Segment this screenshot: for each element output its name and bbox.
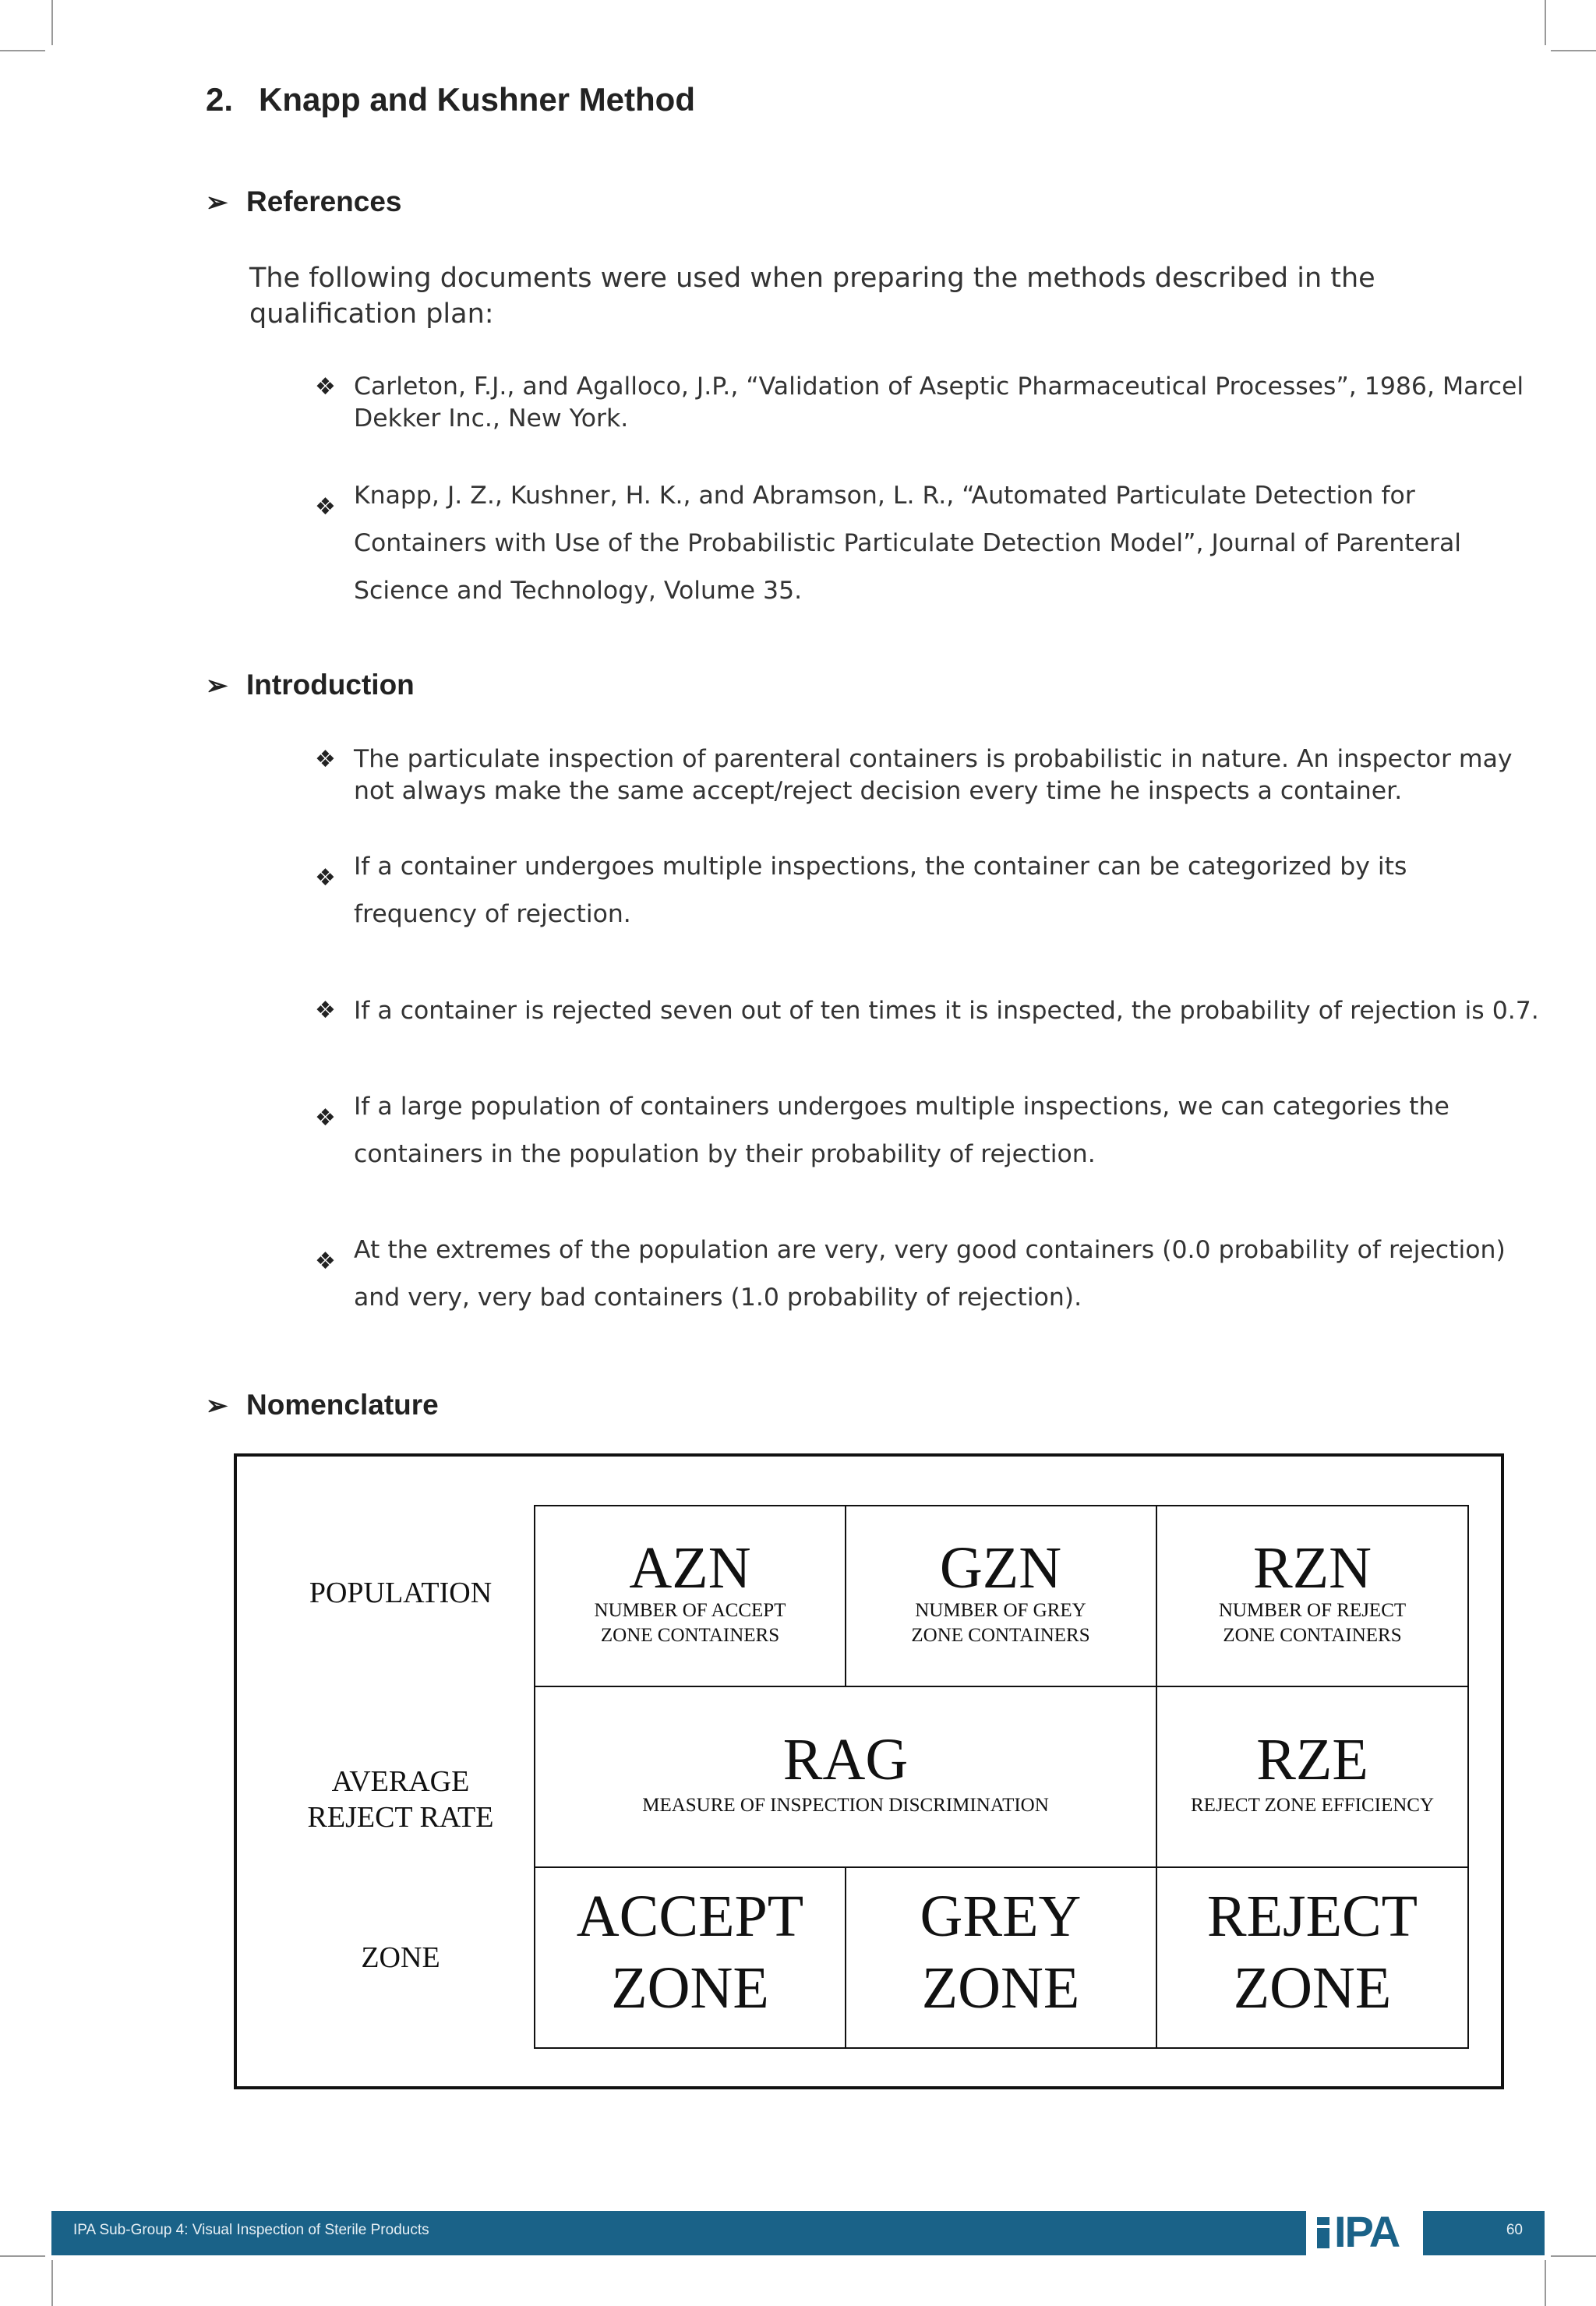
- logo-text: IPA: [1334, 2207, 1400, 2256]
- four-diamond-bullet-icon: ❖: [315, 864, 336, 892]
- azn-abbr: AZN: [629, 1535, 751, 1601]
- crop-mark-top-right-h: [1551, 50, 1596, 51]
- rag-abbr: RAG: [782, 1727, 909, 1792]
- reference-text: Knapp, J. Z., Kushner, H. K., and Abramson, L. R., “Automated Particulate Detection for Containers with Use of the Probabilistic Particulate Detection Model”, Journal of Parenteral Science and Technology, Volume 35.: [354, 482, 1462, 605]
- crop-mark-bottom-left: [51, 2260, 53, 2306]
- reference-item: [315, 371, 1531, 435]
- nomenclature-grid: [534, 1505, 1469, 2049]
- four-diamond-bullet-icon: ❖: [315, 997, 336, 1024]
- four-diamond-bullet-icon: ❖: [315, 373, 336, 401]
- azn-desc: NUMBER OF ACCEPT: [594, 1600, 786, 1621]
- accept-zone-text: ZONE: [611, 1955, 769, 2021]
- logo-mark: [1317, 2228, 1329, 2248]
- row-label-line: AVERAGE: [331, 1765, 470, 1798]
- references-heading-text: References: [246, 185, 402, 217]
- nomenclature-diagram: [234, 1453, 1504, 2089]
- rzn-abbr: RZN: [1253, 1535, 1372, 1601]
- accept-zone-cell: [535, 1880, 845, 2024]
- references-intro: The following documents were used when preparing the methods described in the qualification plan:: [249, 263, 1375, 330]
- crop-mark-bottom-right-h: [1551, 2255, 1596, 2257]
- crop-mark-bottom-left-h: [0, 2255, 45, 2257]
- grey-zone-text: ZONE: [921, 1955, 1080, 2021]
- arrow-bullet-icon: ➢: [206, 188, 228, 217]
- rag-desc: MEASURE OF INSPECTION DISCRIMINATION: [642, 1795, 1049, 1816]
- grey-zone-cell: [846, 1880, 1156, 2024]
- four-diamond-bullet-icon: ❖: [315, 1104, 336, 1132]
- reject-zone-cell: [1157, 1880, 1467, 2024]
- crop-mark-top-left-h: [0, 50, 45, 51]
- grey-zone-text: GREY: [920, 1884, 1082, 1949]
- accept-zone-text: ACCEPT: [576, 1884, 804, 1949]
- introduction-text: If a container is rejected seven out of ten times it is inspected, the probability of rejection is 0.7.: [354, 997, 1539, 1025]
- row-label-line: REJECT RATE: [307, 1801, 494, 1834]
- rag-cell: [535, 1729, 1156, 1818]
- reject-zone-text: ZONE: [1233, 1955, 1392, 2021]
- crop-mark-top-left: [51, 0, 53, 45]
- introduction-heading-text: Introduction: [246, 669, 415, 701]
- footer-text: IPA Sub-Group 4: Visual Inspection of Sterile Products: [73, 2222, 429, 2238]
- introduction-text: If a large population of containers undergoes multiple inspections, we can categories the containers in the population by their probability of rejection.: [354, 1093, 1449, 1168]
- rze-desc: REJECT ZONE EFFICIENCY: [1190, 1795, 1435, 1816]
- azn-desc: ZONE CONTAINERS: [600, 1625, 780, 1646]
- introduction-heading: [206, 669, 415, 701]
- azn-cell: [535, 1535, 845, 1648]
- four-diamond-bullet-icon: ❖: [315, 1248, 336, 1275]
- ipa-logo: [1306, 2209, 1423, 2257]
- grid-line: [535, 1866, 1467, 1868]
- row-label-population: POPULATION: [309, 1577, 493, 1609]
- nomenclature-heading: [206, 1389, 439, 1421]
- section-heading: [206, 81, 695, 118]
- section-number: 2.: [206, 81, 234, 118]
- rzn-cell: [1157, 1535, 1467, 1648]
- rze-abbr: RZE: [1256, 1727, 1368, 1792]
- reject-zone-text: REJECT: [1206, 1884, 1418, 1949]
- nomenclature-heading-text: Nomenclature: [246, 1389, 439, 1421]
- introduction-text: At the extremes of the population are very, very good containers (0.0 probability of rejection) and very, very bad containers (1.0 probability of rejection).: [354, 1236, 1506, 1312]
- gzn-desc: ZONE CONTAINERS: [911, 1625, 1090, 1646]
- crop-mark-top-right: [1545, 0, 1546, 45]
- reference-item: [315, 472, 1531, 615]
- introduction-item: [315, 843, 1531, 938]
- four-diamond-bullet-icon: ❖: [315, 493, 336, 521]
- page-footer: [51, 2207, 1545, 2256]
- reference-text: Carleton, F.J., and Agalloco, J.P., “Validation of Aseptic Pharmaceutical Processes”, 1986, Marcel Dekker Inc., New York.: [354, 373, 1524, 433]
- rze-cell: [1157, 1729, 1467, 1818]
- row-label-average-reject-rate: [284, 1764, 517, 1835]
- rzn-desc: NUMBER OF REJECT: [1218, 1600, 1407, 1621]
- gzn-cell: [846, 1535, 1156, 1648]
- introduction-item: [315, 993, 1562, 1029]
- gzn-desc: NUMBER OF GREY: [915, 1600, 1086, 1621]
- logo-mark: [1317, 2217, 1329, 2225]
- section-title: Knapp and Kushner Method: [259, 81, 695, 118]
- rzn-desc: ZONE CONTAINERS: [1223, 1625, 1402, 1646]
- references-heading: [206, 185, 402, 218]
- gzn-abbr: GZN: [939, 1535, 1062, 1601]
- grid-line: [535, 1686, 1467, 1687]
- introduction-text: If a container undergoes multiple inspections, the container can be categorized by its frequency of rejection.: [354, 853, 1407, 928]
- row-label-zone: ZONE: [361, 1941, 440, 1974]
- arrow-bullet-icon: ➢: [206, 671, 228, 701]
- introduction-item: [315, 743, 1531, 807]
- introduction-text: The particulate inspection of parenteral containers is probabilistic in nature. An inspector may not always make the same accept/reject decision every time he inspects a container.: [354, 745, 1513, 805]
- introduction-item: [315, 1227, 1531, 1322]
- page-number: 60: [1506, 2222, 1523, 2238]
- introduction-item: [315, 1083, 1531, 1178]
- crop-mark-bottom-right: [1545, 2260, 1546, 2306]
- arrow-bullet-icon: ➢: [206, 1391, 228, 1421]
- four-diamond-bullet-icon: ❖: [315, 746, 336, 773]
